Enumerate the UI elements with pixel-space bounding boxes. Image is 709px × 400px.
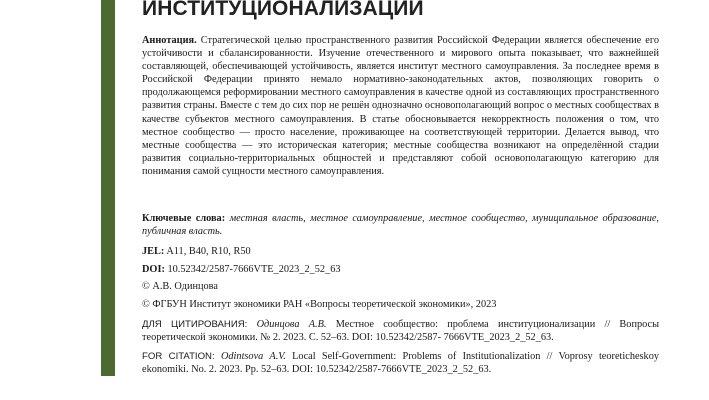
citation-en-text: Local Self-Government: Problems of Institutionalization // Voprosy teoreticheskoy ekonomiki. No. 2. 2023. Pp. 52–63. DOI: 10.52342/2587-7666VTE_2023_2_52_63. — [142, 351, 659, 375]
abstract-text: Стратегической целью пространственного развития Российской Федерации является обеспечение его устойчивости и сбалансированности. Изучение отечественного и мирового опыта показывает, что важнейшей составляющей, обеспечивающей устойчивость, является институт местного самоуправления. За последнее время в Российской Федерации принято немало нормативно-законодательных актов, позволяющих говорить о продолжающемся реформировании местного самоуправления в качестве одной из составляющих пространственного развития страны. Вместе с тем до сих пор не решён однозначно основополагающий вопрос о местных сообществах в качестве субъектов местного самоуправления. В статье обосновывается некорректность положения о том, что местное сообщество — просто население, проживающее на соответствующей территории. Делается вывод, что местные сообщества — это историческая категория; местные сообщества возникают на определённой стадии развития социально-территориальных общностей и представляют собой основополагающую категорию для понимания самой сущности местного самоуправления. — [142, 35, 659, 177]
article-title: ИНСТИТУЦИОНАЛИЗАЦИИ — [142, 0, 424, 20]
copyright-author: © А.В. Одинцова — [142, 281, 218, 292]
keywords — [142, 212, 659, 238]
citation-ru — [142, 318, 659, 344]
citation-en-author: Odintsova A.V. — [220, 351, 286, 362]
citation-ru-lead: ДЛЯ ЦИТИРОВАНИЯ: — [142, 319, 248, 330]
citation-en — [142, 350, 659, 376]
doi-text[interactable]: 10.52342/2587-7666VTE_2023_2_52_63 — [167, 264, 341, 275]
keywords-label: Ключевые слова: — [142, 213, 226, 224]
doi-label: DOI: — [142, 264, 165, 275]
abstract-label: Аннотация. — [142, 35, 197, 46]
doi — [142, 263, 659, 276]
citation-ru-text: Местное сообщество: проблема институционализации // Вопросы теоретической экономики. № 2. 2023. С. 52–63. DOI: 10.52342/2587- 7666VTE_2023_2_52_63. — [142, 319, 659, 343]
copyright-org: © ФГБУН Институт экономики РАН «Вопросы теоретической экономики», 2023 — [142, 299, 497, 310]
abstract — [142, 34, 659, 178]
citation-ru-author: Одинцова А.В. — [256, 319, 327, 330]
keywords-text: местная власть, местное самоуправление, местное сообщество, муниципальное образование, публичная власть. — [142, 213, 659, 238]
jel-codes — [142, 245, 659, 258]
jel-text: A11, B40, R10, R50 — [166, 246, 251, 257]
citation-en-lead: FOR CITATION: — [142, 351, 215, 362]
jel-label: JEL: — [142, 246, 165, 257]
decorative-side-bar — [101, 0, 115, 376]
